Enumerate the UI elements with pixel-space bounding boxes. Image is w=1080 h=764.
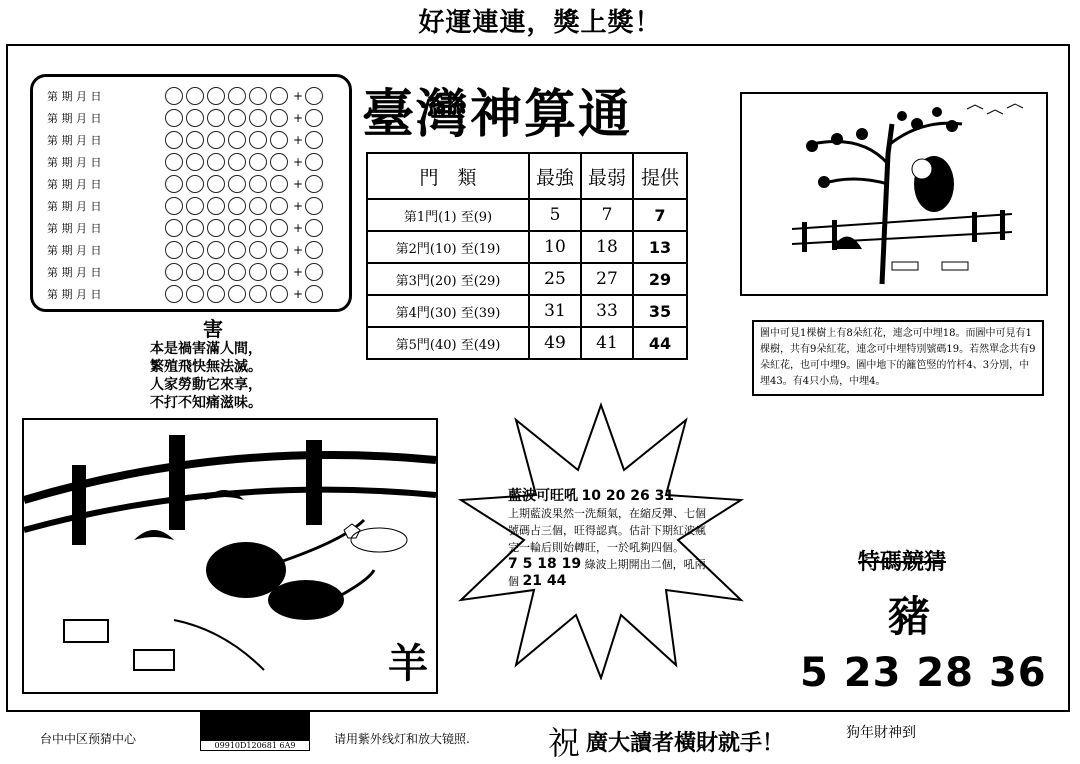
cell-strong: 31 [529, 295, 581, 327]
number-circle [165, 175, 183, 193]
number-circle [270, 87, 288, 105]
cell-provide: 35 [633, 295, 687, 327]
plus-sign: + [293, 155, 304, 169]
plus-sign: + [293, 111, 304, 125]
cell-weak: 18 [581, 231, 633, 263]
special-circle [305, 153, 323, 171]
grid-row [47, 151, 326, 173]
plus-sign: + [293, 287, 304, 301]
star-headline-numbers: 10 20 26 31 [581, 488, 675, 504]
number-circle [165, 263, 183, 281]
number-circle [207, 285, 225, 303]
page-title: 臺灣神算通 [362, 84, 633, 145]
cell-weak: 33 [581, 295, 633, 327]
cell-category: 第1門(1) 至(9) [367, 199, 529, 231]
zodiac-sheep: 羊 [388, 641, 428, 687]
grid-row [47, 107, 326, 129]
cell-weak: 7 [581, 199, 633, 231]
star-green-numbers: 7 5 18 19 [508, 556, 582, 572]
number-circle [207, 241, 225, 259]
plus-sign: + [293, 199, 304, 213]
footer-center: 台中中区预猜中心 [40, 732, 137, 746]
number-circle [228, 241, 246, 259]
number-circle [228, 87, 246, 105]
special-circle [305, 109, 323, 127]
cell-category: 第5門(40) 至(49) [367, 327, 529, 359]
poem-line: 本是禍害滿人間， [150, 341, 262, 357]
number-circle [270, 219, 288, 237]
cell-provide: 7 [633, 199, 687, 231]
grid-row-label: 第 期 月 日 [47, 112, 102, 125]
grid-row [47, 217, 326, 239]
number-circle [207, 197, 225, 215]
number-circle [207, 87, 225, 105]
number-circle [228, 153, 246, 171]
cell-strong: 49 [529, 327, 581, 359]
tree-illustration [740, 92, 1048, 296]
puzzle-explanation: 圖中可見1棵樹上有8朵紅花，連念可中埋18。而圖中可見有1棵樹，共有9朵紅花，連念可中埋特別號碼19。若然單念共有9朵紅花，也可中埋9。圖中地下的籬笆竪的竹杆4、3分別，中埋43。有4只小鳥，中埋4。 [752, 320, 1044, 396]
number-circle [249, 219, 267, 237]
cell-weak: 41 [581, 327, 633, 359]
number-circle [165, 153, 183, 171]
top-slogan: 好運連連，獎上獎！ [418, 8, 662, 38]
number-circle [165, 87, 183, 105]
table-row [367, 263, 687, 295]
cell-provide: 44 [633, 327, 687, 359]
cell-category: 第4門(30) 至(39) [367, 295, 529, 327]
number-circle [186, 109, 204, 127]
special-circle [305, 131, 323, 149]
cell-category: 第2門(10) 至(19) [367, 231, 529, 263]
number-circle [165, 109, 183, 127]
table-row [367, 231, 687, 263]
grid-row [47, 283, 326, 305]
number-circle [270, 153, 288, 171]
grid-row [47, 129, 326, 151]
special-numbers: 5 23 28 36 [800, 650, 1047, 696]
number-circle [207, 153, 225, 171]
number-circle [249, 285, 267, 303]
number-circle [207, 219, 225, 237]
grid-row [47, 261, 326, 283]
barcode [200, 712, 310, 742]
header-provide: 提供 [633, 153, 687, 199]
grid-row [47, 85, 326, 107]
header-strong: 最強 [529, 153, 581, 199]
plus-sign: + [293, 133, 304, 147]
number-circle [186, 153, 204, 171]
number-circle [186, 285, 204, 303]
number-circle [186, 175, 204, 193]
star-body: 上期藍波果然一洗頹氣，在縮反彈、七個號碼占三個，旺得認真。估計下期紅波瘋完一輪后則始轉旺，一於吼夠四個。 [508, 507, 706, 554]
header-weak: 最弱 [581, 153, 633, 199]
cell-provide: 13 [633, 231, 687, 263]
number-circle [207, 175, 225, 193]
plus-sign: + [293, 177, 304, 191]
cell-category: 第3門(20) 至(29) [367, 263, 529, 295]
special-circle [305, 241, 323, 259]
grid-row-label: 第 期 月 日 [47, 156, 102, 169]
number-circle [165, 197, 183, 215]
number-circle [270, 197, 288, 215]
grid-row-label: 第 期 月 日 [47, 266, 102, 279]
grid-row-label: 第 期 月 日 [47, 244, 102, 257]
poem-line: 繁殖飛快無法滅。 [150, 359, 262, 375]
number-circle [186, 197, 204, 215]
cell-strong: 25 [529, 263, 581, 295]
number-circle [207, 109, 225, 127]
poem-title: 害 [203, 317, 223, 341]
number-circle [228, 219, 246, 237]
number-circle [249, 241, 267, 259]
number-circle [270, 175, 288, 193]
star-headline: 藍波可旺吼 [508, 488, 578, 504]
star-body-2: 綠波上期開出二個，吼兩個 [508, 558, 706, 588]
grid-row [47, 239, 326, 261]
grid-row-label: 第 期 月 日 [47, 90, 102, 103]
number-circle [228, 175, 246, 193]
special-circle [305, 263, 323, 281]
special-label: 特碼競猜 [858, 549, 947, 575]
footer-dog-year: 狗年財神到 [846, 725, 916, 741]
cell-strong: 10 [529, 231, 581, 263]
number-circle [165, 285, 183, 303]
grid-row [47, 173, 326, 195]
number-circle [228, 109, 246, 127]
stat-table [366, 152, 688, 360]
number-circle [270, 109, 288, 127]
plus-sign: + [293, 221, 304, 235]
number-circle [228, 131, 246, 149]
rat-illustration [22, 418, 438, 694]
number-circle [249, 175, 267, 193]
number-circle [270, 263, 288, 281]
special-circle [305, 175, 323, 193]
table-row [367, 199, 687, 231]
plus-sign: + [293, 89, 304, 103]
number-circle [207, 131, 225, 149]
poem-line: 人家勞動它來享， [150, 377, 262, 393]
number-circle [186, 219, 204, 237]
footer-note: 请用紫外线灯和放大镜照. [334, 732, 470, 746]
footer-wish: 廣大讀者橫財就手！ [586, 730, 785, 756]
poem [150, 340, 262, 412]
star-text [508, 488, 710, 590]
table-row [367, 295, 687, 327]
number-circle [228, 285, 246, 303]
cell-provide: 29 [633, 263, 687, 295]
grid-row-label: 第 期 月 日 [47, 200, 102, 213]
number-circle [186, 131, 204, 149]
number-circle [249, 109, 267, 127]
cell-strong: 5 [529, 199, 581, 231]
poem-line: 不打不知痛滋味。 [150, 395, 262, 411]
number-circle [249, 87, 267, 105]
plus-sign: + [293, 265, 304, 279]
number-circle [186, 263, 204, 281]
cell-weak: 27 [581, 263, 633, 295]
grid-row-label: 第 期 月 日 [47, 288, 102, 301]
number-circle [165, 131, 183, 149]
number-circle [165, 219, 183, 237]
grid-row [47, 195, 326, 217]
plus-sign: + [293, 243, 304, 257]
grid-row-label: 第 期 月 日 [47, 134, 102, 147]
number-circle [249, 153, 267, 171]
footer-wish-char: 祝 [548, 724, 581, 762]
special-animal: 豬 [888, 592, 931, 641]
number-circle [228, 197, 246, 215]
number-circle [228, 263, 246, 281]
number-circle [207, 263, 225, 281]
table-row [367, 327, 687, 359]
number-circle [270, 131, 288, 149]
special-circle [305, 285, 323, 303]
star-tail-numbers: 21 44 [522, 573, 567, 589]
header-category: 門 類 [367, 153, 529, 199]
number-circle [249, 197, 267, 215]
number-circle [270, 285, 288, 303]
barcode-number: 09910D120681 6A9 [200, 740, 310, 751]
grid-row-label: 第 期 月 日 [47, 178, 102, 191]
period-grid [30, 74, 352, 312]
number-circle [186, 87, 204, 105]
grid-row-label: 第 期 月 日 [47, 222, 102, 235]
number-circle [186, 241, 204, 259]
special-circle [305, 197, 323, 215]
number-circle [270, 241, 288, 259]
special-circle [305, 219, 323, 237]
special-circle [305, 87, 323, 105]
number-circle [249, 263, 267, 281]
number-circle [165, 241, 183, 259]
number-circle [249, 131, 267, 149]
